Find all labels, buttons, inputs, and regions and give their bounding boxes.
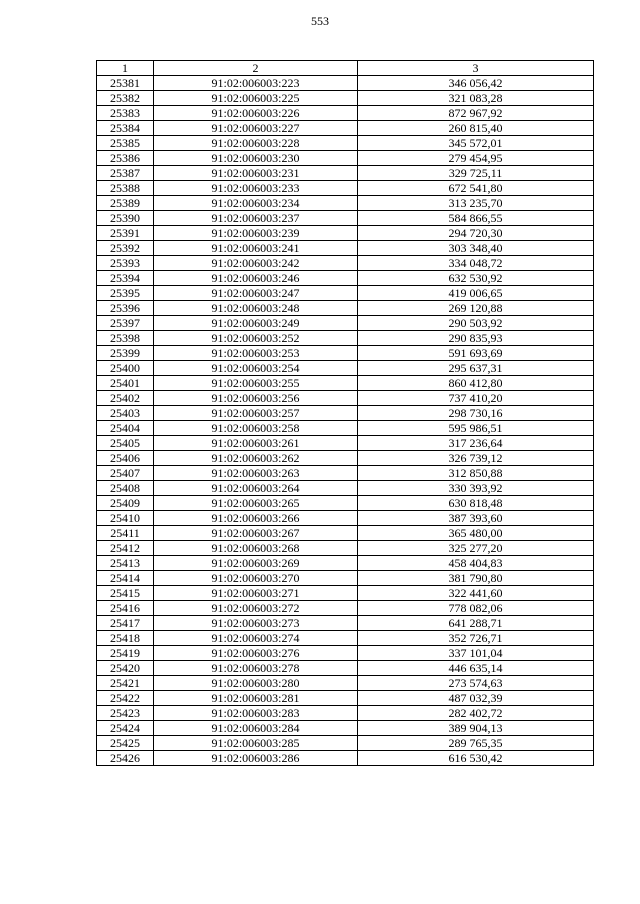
cadastral-number-cell: 91:02:006003:261 <box>154 436 358 451</box>
table-row <box>97 691 594 706</box>
cadastral-number-cell: 91:02:006003:253 <box>154 346 358 361</box>
table-row <box>97 616 594 631</box>
cadastral-number-cell: 91:02:006003:272 <box>154 601 358 616</box>
value-cell: 419 006,65 <box>358 286 594 301</box>
table-row <box>97 226 594 241</box>
row-number-cell: 25389 <box>97 196 154 211</box>
table-row <box>97 631 594 646</box>
cadastral-number-cell: 91:02:006003:247 <box>154 286 358 301</box>
row-number-cell: 25397 <box>97 316 154 331</box>
row-number-cell: 25413 <box>97 556 154 571</box>
value-cell: 352 726,71 <box>358 631 594 646</box>
value-cell: 591 693,69 <box>358 346 594 361</box>
row-number-cell: 25403 <box>97 406 154 421</box>
table-row <box>97 421 594 436</box>
value-cell: 630 818,48 <box>358 496 594 511</box>
row-number-cell: 25390 <box>97 211 154 226</box>
table-row <box>97 151 594 166</box>
row-number-cell: 25394 <box>97 271 154 286</box>
row-number-cell: 25423 <box>97 706 154 721</box>
value-cell: 584 866,55 <box>358 211 594 226</box>
row-number-cell: 25420 <box>97 661 154 676</box>
cadastral-number-cell: 91:02:006003:281 <box>154 691 358 706</box>
value-cell: 325 277,20 <box>358 541 594 556</box>
cadastral-number-cell: 91:02:006003:264 <box>154 481 358 496</box>
value-cell: 446 635,14 <box>358 661 594 676</box>
cadastral-number-cell: 91:02:006003:267 <box>154 526 358 541</box>
cadastral-number-cell: 91:02:006003:271 <box>154 586 358 601</box>
cadastral-number-cell: 91:02:006003:254 <box>154 361 358 376</box>
value-cell: 737 410,20 <box>358 391 594 406</box>
row-number-cell: 25388 <box>97 181 154 196</box>
value-cell: 872 967,92 <box>358 106 594 121</box>
value-cell: 289 765,35 <box>358 736 594 751</box>
row-number-cell: 25408 <box>97 481 154 496</box>
table-row <box>97 751 594 766</box>
table-row <box>97 211 594 226</box>
column-header-2: 2 <box>154 61 358 76</box>
cadastral-number-cell: 91:02:006003:284 <box>154 721 358 736</box>
cadastral-number-cell: 91:02:006003:258 <box>154 421 358 436</box>
table-row <box>97 511 594 526</box>
table-row <box>97 166 594 181</box>
row-number-cell: 25383 <box>97 106 154 121</box>
row-number-cell: 25392 <box>97 241 154 256</box>
table-row <box>97 256 594 271</box>
table-row <box>97 286 594 301</box>
table-row <box>97 526 594 541</box>
row-number-cell: 25401 <box>97 376 154 391</box>
value-cell: 641 288,71 <box>358 616 594 631</box>
table-row <box>97 676 594 691</box>
row-number-cell: 25406 <box>97 451 154 466</box>
cadastral-number-cell: 91:02:006003:248 <box>154 301 358 316</box>
table-row <box>97 391 594 406</box>
value-cell: 346 056,42 <box>358 76 594 91</box>
value-cell: 317 236,64 <box>358 436 594 451</box>
table-row <box>97 481 594 496</box>
row-number-cell: 25426 <box>97 751 154 766</box>
value-cell: 616 530,42 <box>358 751 594 766</box>
value-cell: 303 348,40 <box>358 241 594 256</box>
row-number-cell: 25417 <box>97 616 154 631</box>
cadastral-number-cell: 91:02:006003:233 <box>154 181 358 196</box>
table-row <box>97 136 594 151</box>
value-cell: 273 574,63 <box>358 676 594 691</box>
value-cell: 387 393,60 <box>358 511 594 526</box>
table-row <box>97 736 594 751</box>
table-header-row <box>97 61 594 76</box>
row-number-cell: 25409 <box>97 496 154 511</box>
row-number-cell: 25422 <box>97 691 154 706</box>
row-number-cell: 25415 <box>97 586 154 601</box>
row-number-cell: 25407 <box>97 466 154 481</box>
cadastral-number-cell: 91:02:006003:280 <box>154 676 358 691</box>
cadastral-number-cell: 91:02:006003:263 <box>154 466 358 481</box>
cadastral-number-cell: 91:02:006003:256 <box>154 391 358 406</box>
table-row <box>97 331 594 346</box>
table-row <box>97 181 594 196</box>
value-cell: 294 720,30 <box>358 226 594 241</box>
cadastral-number-cell: 91:02:006003:237 <box>154 211 358 226</box>
cadastral-number-cell: 91:02:006003:265 <box>154 496 358 511</box>
cadastral-number-cell: 91:02:006003:225 <box>154 91 358 106</box>
column-header-3: 3 <box>358 61 594 76</box>
table-row <box>97 706 594 721</box>
cadastral-number-cell: 91:02:006003:228 <box>154 136 358 151</box>
row-number-cell: 25400 <box>97 361 154 376</box>
row-number-cell: 25393 <box>97 256 154 271</box>
value-cell: 345 572,01 <box>358 136 594 151</box>
row-number-cell: 25419 <box>97 646 154 661</box>
cadastral-number-cell: 91:02:006003:268 <box>154 541 358 556</box>
row-number-cell: 25405 <box>97 436 154 451</box>
row-number-cell: 25381 <box>97 76 154 91</box>
row-number-cell: 25395 <box>97 286 154 301</box>
row-number-cell: 25418 <box>97 631 154 646</box>
cadastral-number-cell: 91:02:006003:274 <box>154 631 358 646</box>
table-row <box>97 106 594 121</box>
row-number-cell: 25410 <box>97 511 154 526</box>
table-row <box>97 271 594 286</box>
cadastral-number-cell: 91:02:006003:230 <box>154 151 358 166</box>
cadastral-number-cell: 91:02:006003:286 <box>154 751 358 766</box>
table-row <box>97 661 594 676</box>
cadastral-number-cell: 91:02:006003:257 <box>154 406 358 421</box>
table-row <box>97 601 594 616</box>
cadastral-number-cell: 91:02:006003:234 <box>154 196 358 211</box>
table-row <box>97 721 594 736</box>
cadastral-number-cell: 91:02:006003:223 <box>154 76 358 91</box>
row-number-cell: 25399 <box>97 346 154 361</box>
row-number-cell: 25382 <box>97 91 154 106</box>
value-cell: 381 790,80 <box>358 571 594 586</box>
value-cell: 337 101,04 <box>358 646 594 661</box>
cadastral-number-cell: 91:02:006003:266 <box>154 511 358 526</box>
row-number-cell: 25391 <box>97 226 154 241</box>
value-cell: 778 082,06 <box>358 601 594 616</box>
table-row <box>97 466 594 481</box>
row-number-cell: 25402 <box>97 391 154 406</box>
value-cell: 595 986,51 <box>358 421 594 436</box>
row-number-cell: 25412 <box>97 541 154 556</box>
table-row <box>97 196 594 211</box>
table-row <box>97 436 594 451</box>
value-cell: 860 412,80 <box>358 376 594 391</box>
cadastral-number-cell: 91:02:006003:246 <box>154 271 358 286</box>
cadastral-value-table <box>96 60 594 766</box>
value-cell: 334 048,72 <box>358 256 594 271</box>
cadastral-number-cell: 91:02:006003:252 <box>154 331 358 346</box>
cadastral-number-cell: 91:02:006003:283 <box>154 706 358 721</box>
row-number-cell: 25387 <box>97 166 154 181</box>
row-number-cell: 25404 <box>97 421 154 436</box>
row-number-cell: 25425 <box>97 736 154 751</box>
cadastral-number-cell: 91:02:006003:276 <box>154 646 358 661</box>
value-cell: 326 739,12 <box>358 451 594 466</box>
cadastral-number-cell: 91:02:006003:227 <box>154 121 358 136</box>
cadastral-number-cell: 91:02:006003:241 <box>154 241 358 256</box>
cadastral-number-cell: 91:02:006003:269 <box>154 556 358 571</box>
value-cell: 329 725,11 <box>358 166 594 181</box>
table-row <box>97 451 594 466</box>
row-number-cell: 25416 <box>97 601 154 616</box>
table-row <box>97 541 594 556</box>
value-cell: 313 235,70 <box>358 196 594 211</box>
value-cell: 290 835,93 <box>358 331 594 346</box>
cadastral-number-cell: 91:02:006003:239 <box>154 226 358 241</box>
row-number-cell: 25398 <box>97 331 154 346</box>
value-cell: 672 541,80 <box>358 181 594 196</box>
value-cell: 312 850,88 <box>358 466 594 481</box>
table-row <box>97 316 594 331</box>
value-cell: 365 480,00 <box>358 526 594 541</box>
column-header-1: 1 <box>97 61 154 76</box>
cadastral-number-cell: 91:02:006003:255 <box>154 376 358 391</box>
cadastral-number-cell: 91:02:006003:262 <box>154 451 358 466</box>
table-row <box>97 586 594 601</box>
cadastral-number-cell: 91:02:006003:278 <box>154 661 358 676</box>
value-cell: 458 404,83 <box>358 556 594 571</box>
cadastral-number-cell: 91:02:006003:270 <box>154 571 358 586</box>
row-number-cell: 25384 <box>97 121 154 136</box>
table-row <box>97 346 594 361</box>
row-number-cell: 25414 <box>97 571 154 586</box>
value-cell: 389 904,13 <box>358 721 594 736</box>
cadastral-number-cell: 91:02:006003:273 <box>154 616 358 631</box>
value-cell: 269 120,88 <box>358 301 594 316</box>
table-row <box>97 121 594 136</box>
row-number-cell: 25385 <box>97 136 154 151</box>
cadastral-number-cell: 91:02:006003:231 <box>154 166 358 181</box>
cadastral-number-cell: 91:02:006003:249 <box>154 316 358 331</box>
table-row <box>97 556 594 571</box>
value-cell: 322 441,60 <box>358 586 594 601</box>
table-row <box>97 376 594 391</box>
table-row <box>97 301 594 316</box>
value-cell: 321 083,28 <box>358 91 594 106</box>
value-cell: 487 032,39 <box>358 691 594 706</box>
table-row <box>97 406 594 421</box>
value-cell: 282 402,72 <box>358 706 594 721</box>
cadastral-number-cell: 91:02:006003:226 <box>154 106 358 121</box>
table-row <box>97 241 594 256</box>
value-cell: 632 530,92 <box>358 271 594 286</box>
page-number: 553 <box>311 14 329 28</box>
value-cell: 260 815,40 <box>358 121 594 136</box>
row-number-cell: 25421 <box>97 676 154 691</box>
row-number-cell: 25411 <box>97 526 154 541</box>
value-cell: 330 393,92 <box>358 481 594 496</box>
row-number-cell: 25386 <box>97 151 154 166</box>
table-row <box>97 76 594 91</box>
value-cell: 290 503,92 <box>358 316 594 331</box>
table-row <box>97 646 594 661</box>
value-cell: 279 454,95 <box>358 151 594 166</box>
value-cell: 295 637,31 <box>358 361 594 376</box>
table-body <box>97 76 594 766</box>
row-number-cell: 25396 <box>97 301 154 316</box>
cadastral-number-cell: 91:02:006003:285 <box>154 736 358 751</box>
table-row <box>97 91 594 106</box>
row-number-cell: 25424 <box>97 721 154 736</box>
table-row <box>97 571 594 586</box>
value-cell: 298 730,16 <box>358 406 594 421</box>
cadastral-number-cell: 91:02:006003:242 <box>154 256 358 271</box>
table-row <box>97 361 594 376</box>
table-row <box>97 496 594 511</box>
